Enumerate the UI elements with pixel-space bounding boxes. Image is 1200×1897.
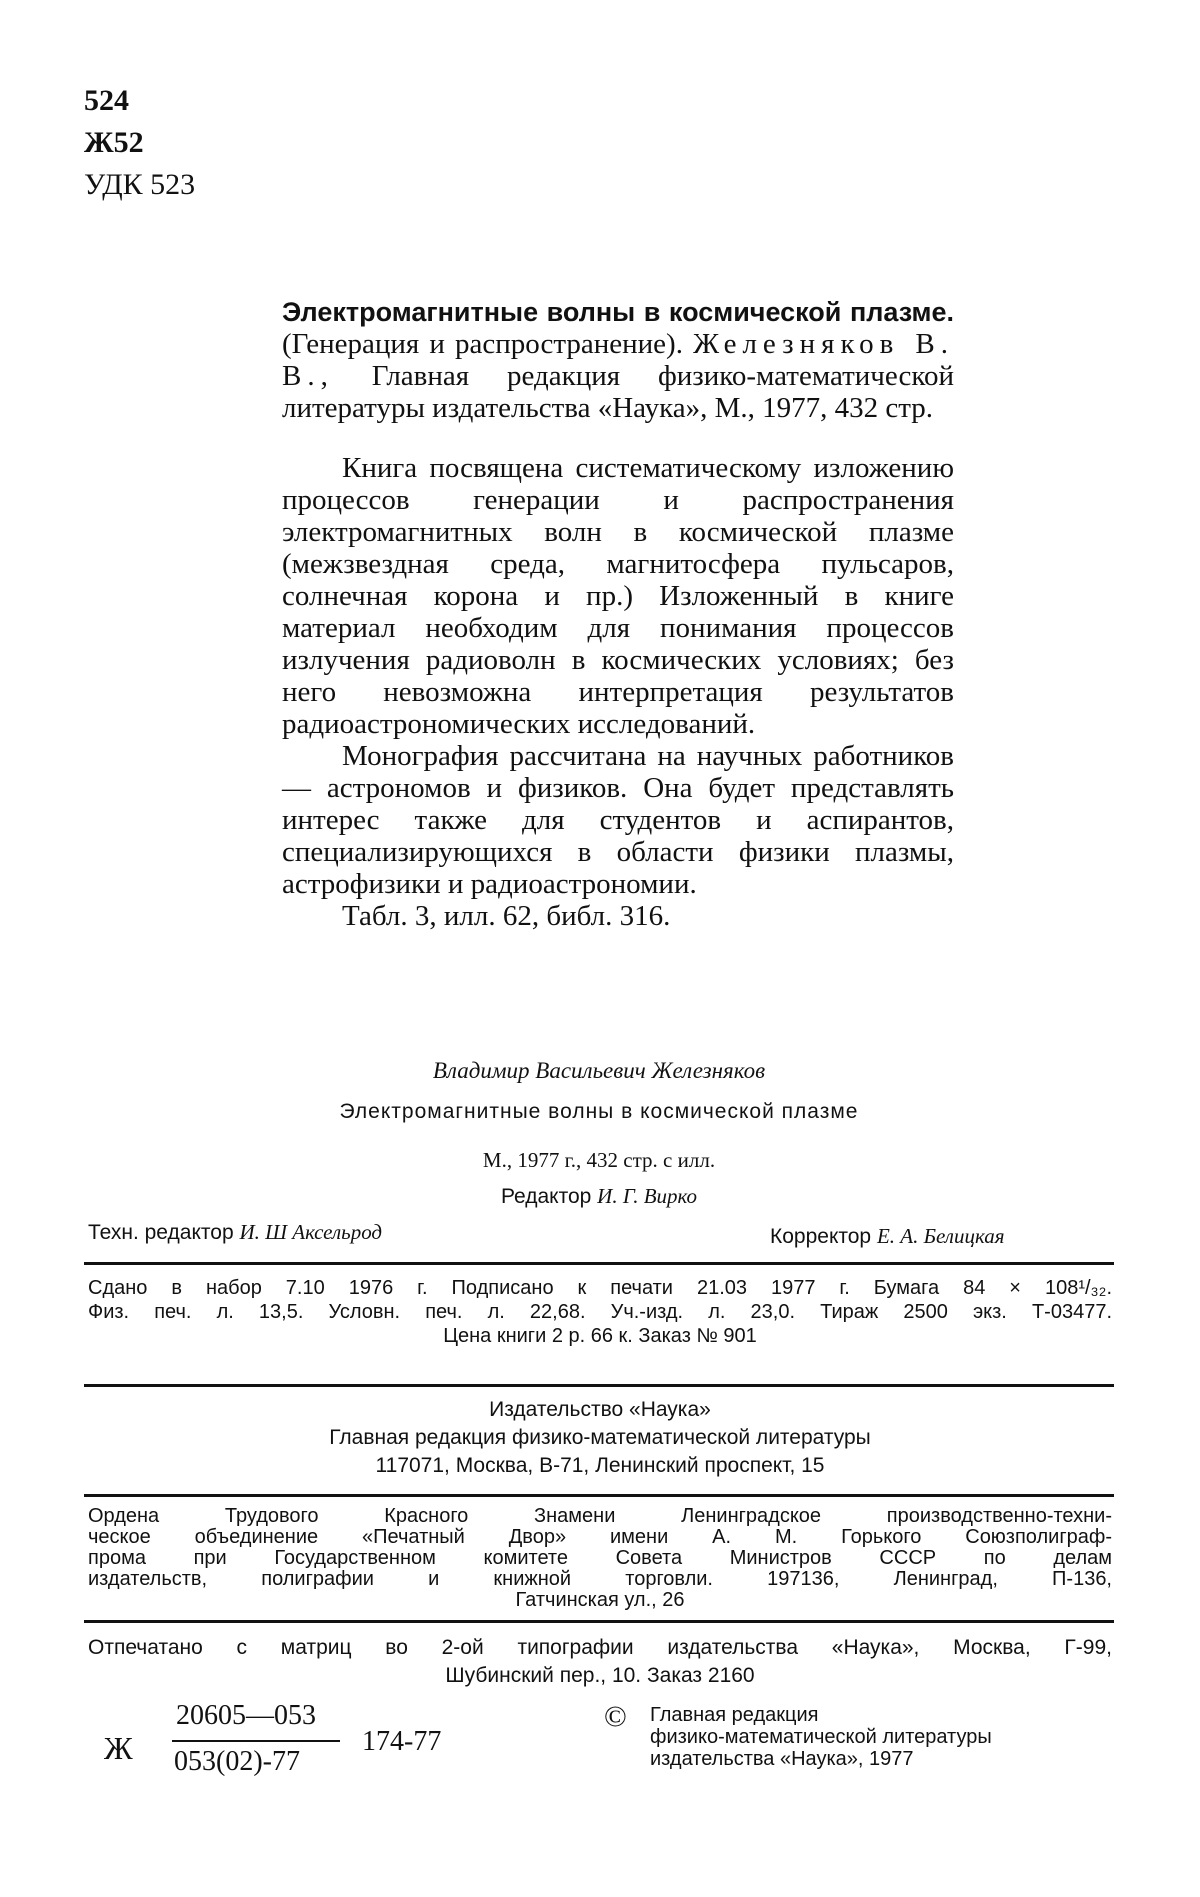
annotation-paragraph-1: Книга посвящена систематическому изложению процессов генерации и распространения электромагнитных волн в космической плазме (межзвездная среда, магнитосфера пульсаров, солнечная корона и пр.) Изложенный в книге материал необходим для понимания процессов излучения радиоволн в космических условиях; без него невозможна интерпретация результатов радиоастрономических исследований. bbox=[282, 452, 954, 740]
print-details-line-3: Цена книги 2 р. 66 к. Заказ № 901 bbox=[443, 1325, 757, 1347]
publisher-block bbox=[88, 1396, 1112, 1480]
imprint-title: Электромагнитные волны в космической плазме bbox=[339, 1100, 859, 1123]
copyright-line-3: издательства «Наука», 1977 bbox=[650, 1748, 914, 1770]
copyright-line-1: Главная редакция bbox=[650, 1704, 819, 1726]
editor-label: Редактор bbox=[500, 1185, 598, 1208]
imprint-pubinfo: М., 1977 г., 432 стр. с илл. bbox=[482, 1148, 716, 1172]
tech-editor-label: Техн. редактор bbox=[88, 1221, 240, 1244]
printer-line-2: ческое объединение «Печатный Двор» имени А. М. Горького Союзполиграф- bbox=[88, 1526, 1112, 1548]
publisher-info: Главная редакция физико-математической литературы издательства «Наука», М., 1977, 432 стр. bbox=[282, 360, 954, 424]
print-details-line-1: Сдано в набор 7.10 1976 г. Подписано к печати 21.03 1977 г. Бумага 84 × 108¹/₃₂. bbox=[88, 1277, 1112, 1299]
printer-line-4: издательств, полиграфии и книжной торговли. 197136, Ленинград, П-136, bbox=[88, 1568, 1112, 1590]
copyright-text bbox=[650, 1704, 992, 1770]
code-suffix: 174-77 bbox=[362, 1726, 442, 1757]
printer-block bbox=[88, 1506, 1112, 1611]
divider-3 bbox=[84, 1494, 1114, 1497]
imprint-editor-line bbox=[84, 1184, 1114, 1209]
code-letter: Ж bbox=[104, 1730, 133, 1766]
corrector-line bbox=[770, 1224, 1005, 1249]
corrector-name: Е. А. Белицкая bbox=[876, 1224, 1005, 1248]
udk-code: УДК 523 bbox=[84, 168, 196, 201]
book-title: Электромагнитные волны в космической плазме. bbox=[282, 297, 954, 327]
matrix-line-2: Шубинский пер., 10. Заказ 2160 bbox=[445, 1664, 755, 1687]
divider-2 bbox=[84, 1384, 1114, 1387]
printer-line-5: Гатчинская ул., 26 bbox=[515, 1589, 685, 1611]
print-details-line-2: Физ. печ. л. 13,5. Условн. печ. л. 22,68. Уч.-изд. л. 23,0. Тираж 2500 экз. Т-03477. bbox=[88, 1301, 1112, 1323]
annotation-card bbox=[282, 296, 954, 932]
annotation-paragraph-3: Табл. 3, илл. 62, библ. 316. bbox=[342, 900, 671, 932]
book-subtitle: (Генерация и распространение). bbox=[282, 328, 694, 360]
divider-1 bbox=[84, 1262, 1114, 1265]
code-denominator: 053(02)-77 bbox=[174, 1746, 300, 1777]
print-details bbox=[88, 1276, 1112, 1348]
printer-line-3: прома при Государственном комитете Совета Министров СССР по делам bbox=[88, 1547, 1112, 1569]
tech-editor-name: И. Ш Аксельрод bbox=[239, 1220, 383, 1244]
matrix-block bbox=[88, 1634, 1112, 1690]
editor-name: И. Г. Вирко bbox=[597, 1184, 698, 1208]
tech-editor-line bbox=[88, 1220, 382, 1245]
bibliographic-entry bbox=[282, 296, 954, 424]
copyright-icon: © bbox=[604, 1700, 627, 1733]
publisher-address: 117071, Москва, В-71, Ленинский проспект, 15 bbox=[375, 1454, 825, 1477]
annotation-paragraph-2: Монография рассчитана на научных работников — астрономов и физиков. Она будет представлять интерес также для студентов и аспирантов, специализирующихся в области физики плазмы, астрофизики и радиоастрономии. bbox=[282, 740, 954, 900]
code-numerator: 20605—053 bbox=[176, 1700, 316, 1731]
printer-line-1: Ордена Трудового Красного Знамени Ленинградское производственно-техни- bbox=[88, 1505, 1112, 1527]
author-sign: Ж52 bbox=[84, 126, 144, 159]
corrector-label: Корректор bbox=[770, 1225, 877, 1248]
publisher-department: Главная редакция физико-математической литературы bbox=[329, 1426, 871, 1449]
divider-4 bbox=[84, 1620, 1114, 1623]
copyright-line-2: физико-математической литературы bbox=[650, 1726, 992, 1748]
code-fraction-bar bbox=[172, 1740, 340, 1742]
matrix-line-1: Отпечатано с матриц во 2-ой типографии издательства «Наука», Москва, Г-99, bbox=[88, 1636, 1112, 1659]
author-name-spaced: Железняков В. В., bbox=[282, 328, 954, 392]
publisher-name: Издательство «Наука» bbox=[489, 1398, 711, 1421]
imprint-author: Владимир Васильевич Железняков bbox=[432, 1058, 766, 1083]
classification-codes bbox=[84, 80, 195, 206]
bbk-code: 524 bbox=[84, 84, 129, 117]
